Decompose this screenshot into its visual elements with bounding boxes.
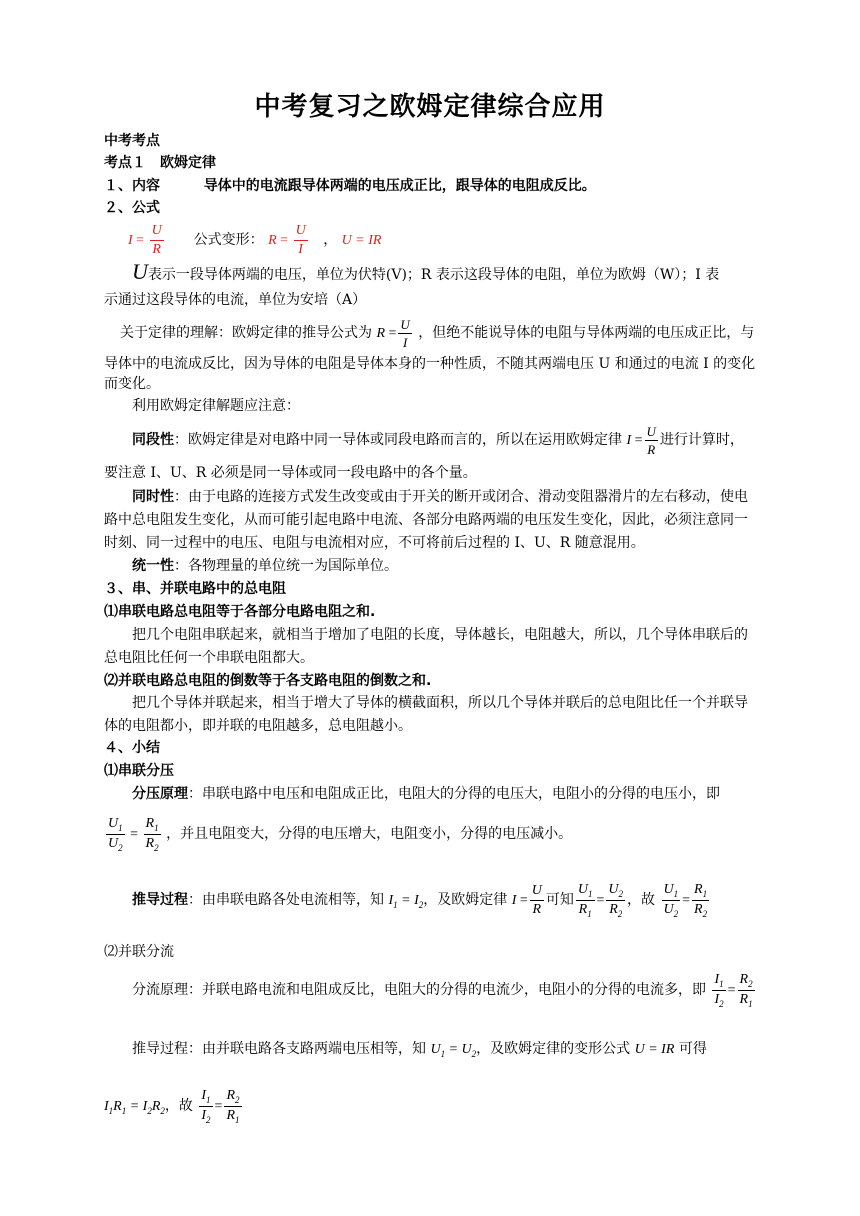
formula-i-equal: $I_1 = I_2$	[388, 893, 424, 910]
summary-heading: ４、小结	[104, 740, 160, 756]
note-intro: 利用欧姆定律解题应注意：	[132, 398, 300, 414]
parallel-para-2: 体的电阻都小，即并联的电阻越多，总电阻越小。	[104, 718, 412, 734]
derive-parallel-line	[132, 1040, 707, 1063]
same-section-text-a: ：欧姆定律是对电路中同一导体或同段电路而言的，所以在运用欧姆定律	[174, 432, 622, 448]
divide-ratio-text: ，并且电阻变大，分得的电压增大，电阻变小，分得的电压减小。	[166, 826, 573, 842]
formula-i-ratio: $\frac{I_1}{I_2}$ = $\frac{R_2}{R_1}$	[714, 971, 753, 1009]
derive-series-line	[132, 876, 711, 929]
content-label: １、内容	[104, 178, 160, 194]
unified-line	[132, 557, 398, 575]
series-para-1: 把几个电阻串联起来，就相当于增加了电阻的长度，导体越长，电阻越大，所以，几个导体串联后的	[132, 627, 748, 643]
understanding-line-3: 而变化。	[104, 376, 160, 392]
same-time-text-1: ：由于电路的连接方式发生改变或由于开关的断开或闭合、滑动变阻器滑片的左右移动，使电	[174, 489, 748, 505]
parallel-divide-heading: ⑵并联分流	[104, 944, 174, 960]
formula-u-ratio: $\frac{U_1}{U_2}$ = $\frac{R_1}{R_2}$	[108, 815, 159, 853]
derive-label: 推导过程	[132, 892, 188, 908]
content-text: 导体中的电流跟导体两端的电压成正比，跟导体的电阻成反比。	[203, 178, 596, 194]
definition-line-1	[132, 259, 720, 284]
content-line	[104, 177, 596, 195]
formula-row: I = $\frac{U}{R}$ 公式变形： R = $\frac{U}{I}$ ， U = IR	[128, 223, 382, 257]
formula-u-over-r: $\frac{U_1}{R_1}$ = $\frac{U_2}{R_2}$	[577, 881, 624, 919]
formula-inline-r: R = $\frac{U}{I}$	[376, 317, 410, 350]
same-time-line-3: 时刻、同一过程中的电压、电阻与电流相对应，不可将前后过程的 I、U、R 随意混用。	[104, 535, 645, 551]
parallel-rule: ⑵并联电路总电阻的倒数等于各支路电阻的倒数之和.	[104, 673, 432, 689]
series-para-2: 总电阻比任何一个串联电阻都大。	[104, 650, 314, 666]
understanding-text-a: 关于定律的理解：欧姆定律的推导公式为	[120, 324, 372, 341]
same-time-line-1	[132, 488, 748, 506]
section-heading: 中考考点	[104, 133, 160, 149]
derive-series-text-c: 可知	[545, 892, 574, 908]
page-title: 中考复习之欧姆定律综合应用	[254, 92, 606, 122]
shunt-principle-text: 分流原理：并联电路电流和电阻成反比，电阻大的分得的电流少，电阻小的分得的电流多，即	[132, 982, 706, 998]
same-section-text-b: 进行计算时，	[659, 432, 744, 448]
formula-main: I = $\frac{U}{R}$	[128, 223, 162, 257]
unified-label: 统一性	[132, 558, 174, 574]
definition-line-2: 示通过这段导体的电流，单位为安培（A）	[104, 292, 367, 308]
derive-parallel-text-b: ，及欧姆定律的变形公式	[476, 1041, 631, 1057]
divide-principle-label: 分压原理	[132, 786, 188, 802]
same-section-line-1	[132, 420, 744, 461]
understanding-line-2: 导体中的电流成反比，因为导体的电阻是导体本身的一种性质，不随其两端电压 U 和通过的电流 I 的变化	[104, 356, 756, 372]
formula-transform-label: 公式变形：	[193, 232, 264, 248]
same-time-label: 同时性	[132, 489, 174, 505]
divide-principle-line	[132, 785, 720, 803]
series-divide-heading: ⑴串联分压	[104, 763, 174, 779]
derive-parallel-line-2	[104, 1082, 244, 1135]
formula-ir-equal: $I_1R_1 = I_2R_2$	[104, 1099, 165, 1116]
formula-parallel-result: $\frac{I_1}{I_2}$ = $\frac{R_2}{R_1}$	[201, 1087, 240, 1125]
derive-parallel-text-a: 推导过程：由并联电路各支路两端电压相等，知	[132, 1041, 426, 1057]
parallel-para-1: 把几个导体并联起来，相当于增大了导体的横截面积，所以几个导体并联后的总电阻比任一个并联导	[132, 695, 748, 711]
same-time-line-2: 路中总电阻发生变化，从而可能引起电路中电流、各部分电路两端的电压发生变化，因此，必须注意同一	[104, 512, 748, 528]
divide-principle-text: ：串联电路中电压和电阻成正比，电阻大的分得的电压大，电阻小的分得的电压小，即	[188, 786, 720, 802]
unified-text: ：各物理量的单位统一为国际单位。	[174, 558, 398, 574]
total-resistance-heading: ３、串、并联电路中的总电阻	[104, 581, 286, 597]
derive-parallel-text-d: ，故	[164, 1098, 193, 1114]
derive-series-text-d: ，故	[627, 892, 656, 908]
formula-inline-i: I = $\frac{U}{R}$	[626, 424, 656, 457]
derive-series-text-a: ：由串联电路各处电流相等，知	[188, 892, 384, 908]
formula-label: ２、公式	[104, 200, 160, 216]
shunt-principle-line	[132, 966, 757, 1015]
series-rule: ⑴串联电路总电阻等于各部分电路电阻之和.	[104, 604, 376, 620]
formula-u-ir: U = IR	[634, 1042, 675, 1057]
derive-series-text-b: ，及欧姆定律	[423, 892, 508, 908]
definition-text-1: 表示一段导体两端的电压，单位为伏特(V)；R 表示这段导体的电阻，单位为欧姆（W）；I 表	[147, 267, 720, 283]
divide-ratio-line	[104, 812, 572, 857]
formula-transform-r: R = $\frac{U}{I}$	[268, 223, 306, 257]
understanding-line-1	[120, 318, 754, 349]
formula-u-equal: $U_1 = U_2$	[430, 1042, 477, 1059]
point-1-heading: 考点１ 欧姆定律	[104, 155, 216, 171]
derive-parallel-text-c: 可得	[678, 1041, 707, 1057]
same-section-line-2: 要注意 I、U、R 必须是同一导体或同一段电路中的各个量。	[104, 465, 477, 481]
same-section-label: 同段性	[132, 432, 174, 448]
formula-transform-u: U = IR	[341, 233, 382, 248]
big-u: U	[132, 259, 148, 284]
understanding-text-b: ，但绝不能说导体的电阻与导体两端的电压成正比，与	[418, 324, 755, 341]
formula-ohm: I = $\frac{U}{R}$	[511, 883, 542, 917]
formula-series-result: $\frac{U_1}{U_2}$ = $\frac{R_1}{R_2}$	[663, 881, 708, 919]
